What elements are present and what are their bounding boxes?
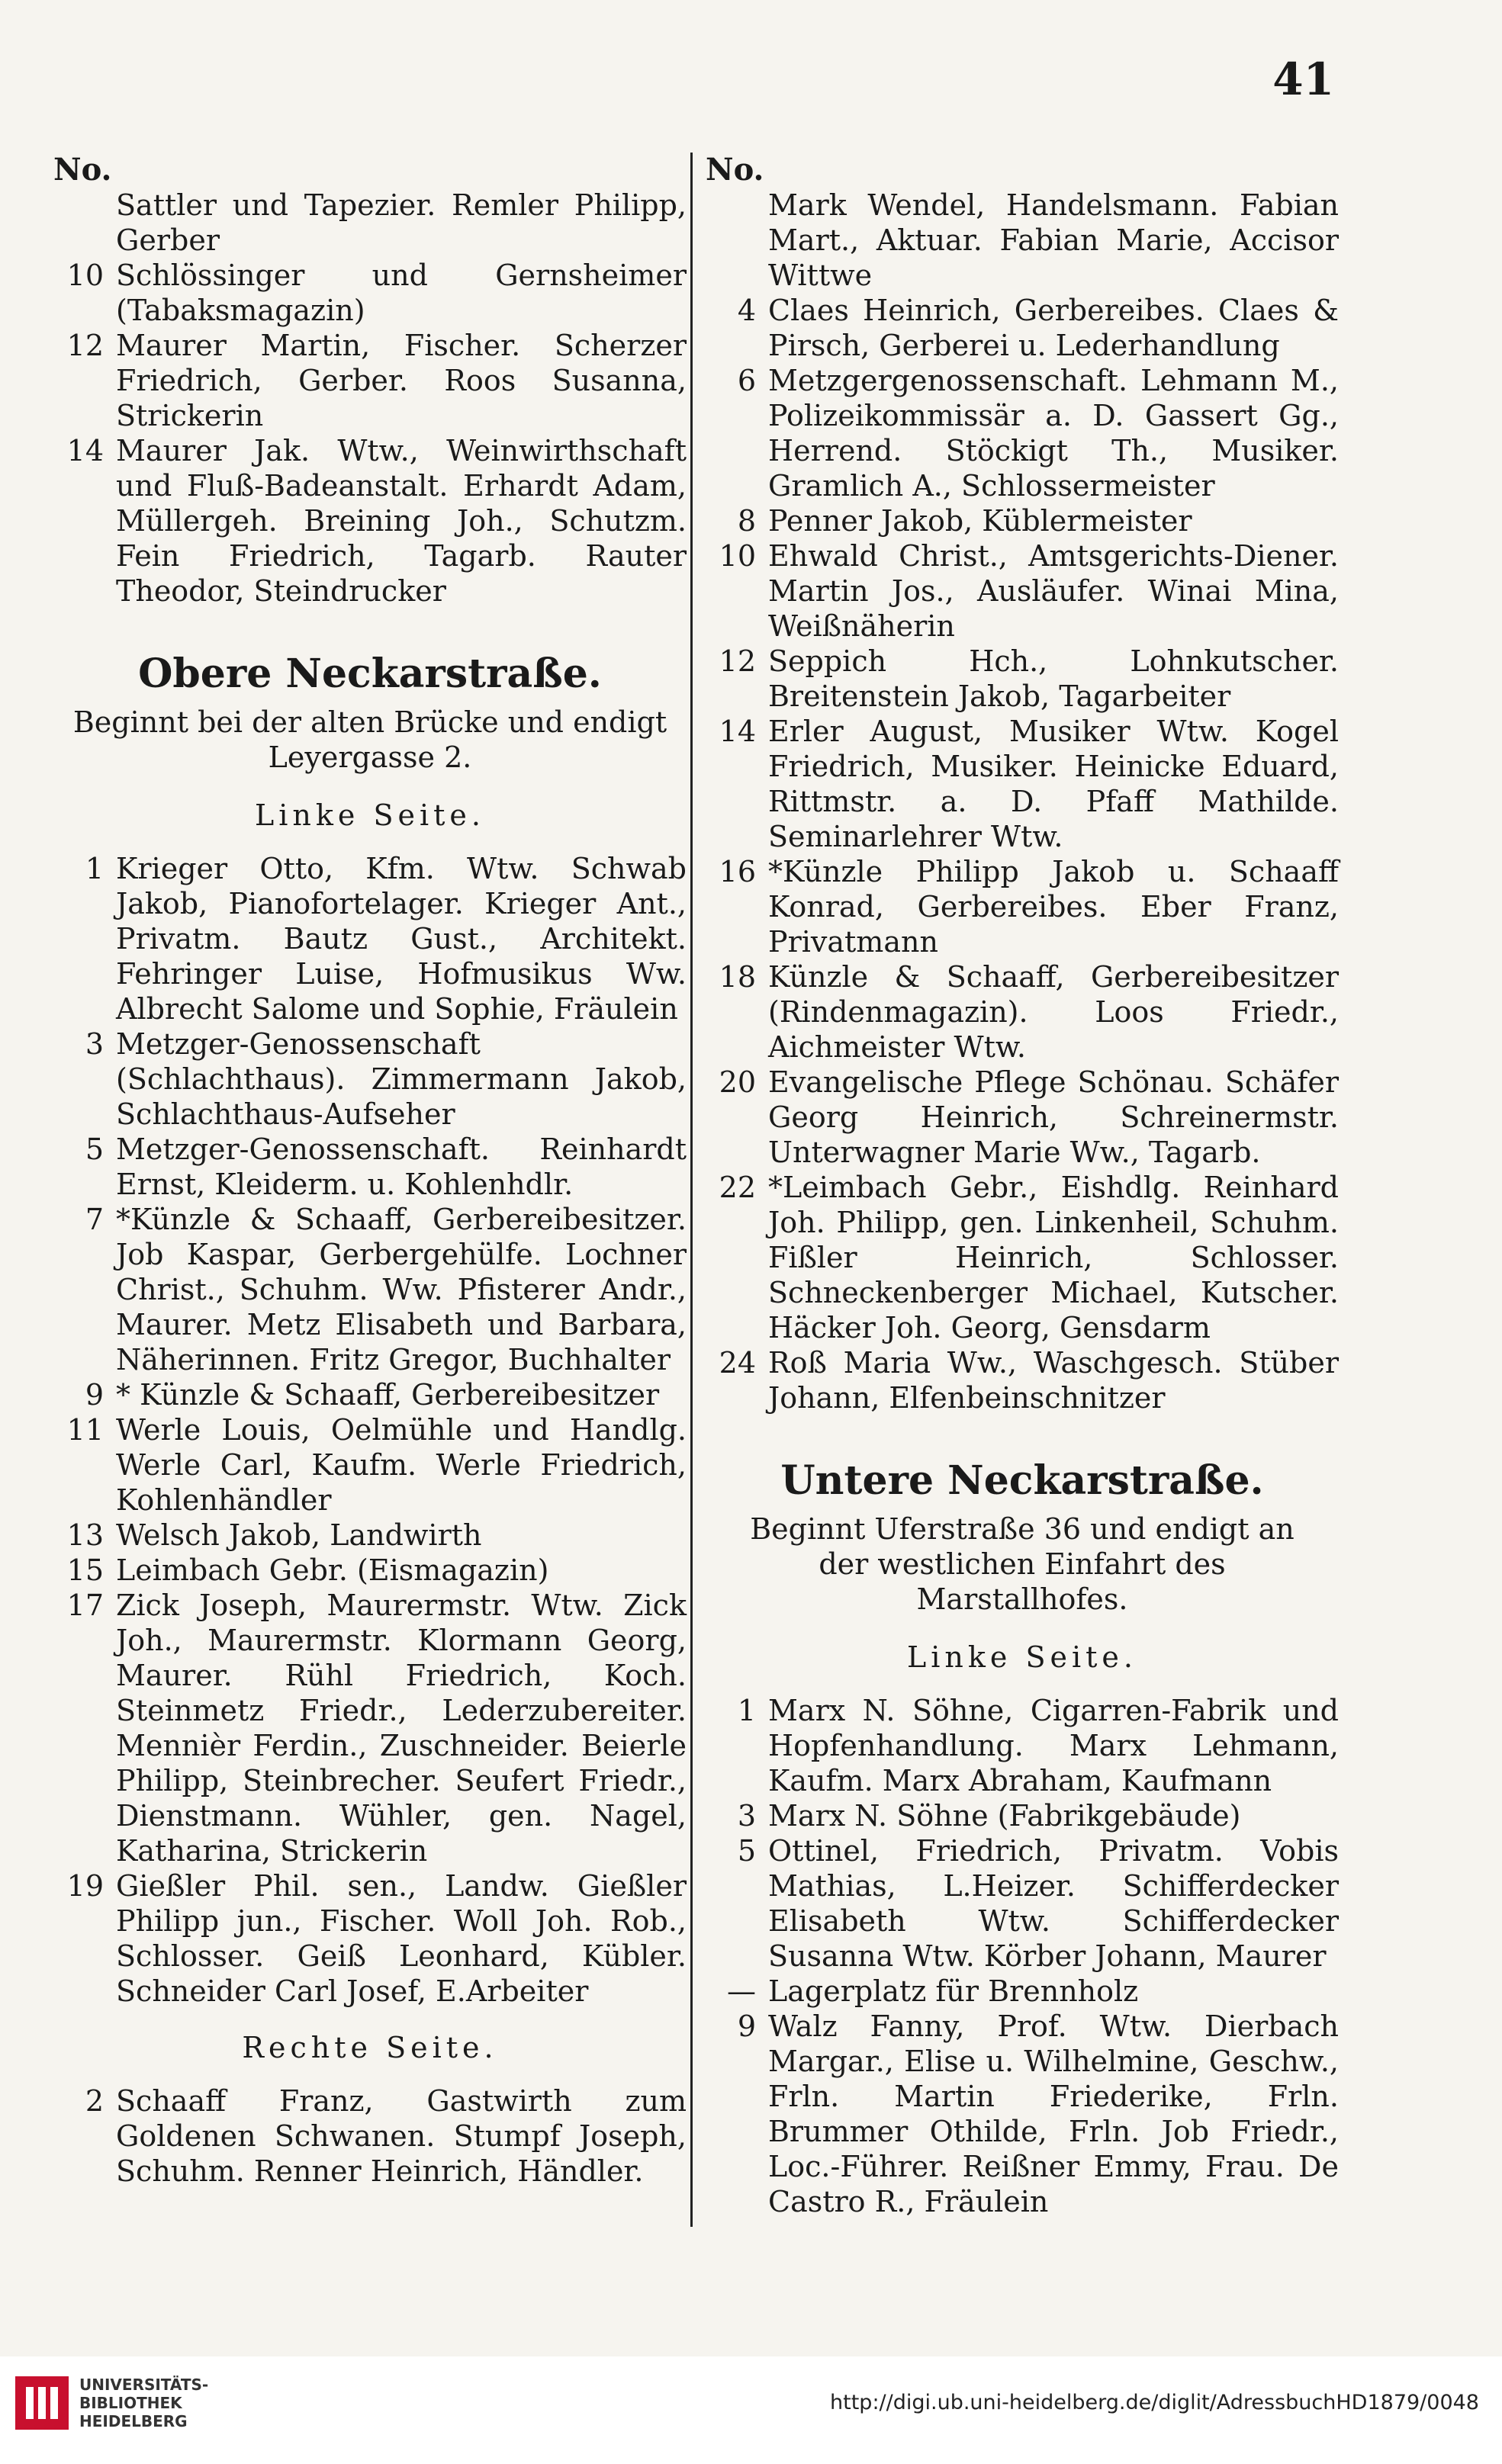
side-heading: Linke Seite. [907,1640,1137,1674]
house-number: 7 [85,1203,104,1236]
address-entry [53,1518,687,1553]
house-number: 8 [737,504,756,538]
address-entry [53,1553,687,1588]
entries-block [53,2083,687,2189]
address-entry [706,538,1339,644]
house-number: 20 [719,1065,756,1099]
address-entry [706,1345,1339,1415]
column-head: No. [706,152,764,188]
residents-text: Roß Maria Ww., Waschgesch. Stüber Johann, Elfenbeinschnitzer [768,1346,1339,1415]
residents-text: Zick Joseph, Maurermstr. Wtw. Zick Joh., Maurermstr. Klormann Georg, Maurer. Rühl Friedrich, Koch. Steinmetz Friedr., Lederzubereiter. Mennièr Ferdin., Zuschneider. Beierle Philipp, Steinbrecher. Seufert Friedr., Dienstmann. Wühler, gen. Nagel, Katharina, Strickerin [116,1589,687,1868]
library-logo[interactable] [15,2376,208,2430]
address-entry [53,1026,687,1132]
house-number [53,188,116,258]
house-number: 5 [85,1132,104,1166]
house-number: 22 [719,1171,756,1204]
residents-text: Krieger Otto, Kfm. Wtw. Schwab Jakob, Pianofortelager. Krieger Ant., Privatm. Bautz Gust., Architekt. Fehringer Luise, Hofmusikus Ww. Albrecht Salome und Sophie, Fräulein [116,852,687,1026]
house-number: 14 [719,715,756,748]
entries-block [706,1693,1339,2219]
entries-block [53,851,687,2009]
house-number: 15 [66,1553,104,1587]
residents-text: Ehwald Christ., Amtsgerichts-Diener. Martin Jos., Ausläufer. Winai Mina, Weißnäherin [768,539,1339,643]
address-entry [53,2083,687,2189]
library-logo-icon [15,2376,69,2430]
address-entry [53,851,687,1026]
logo-line: UNIVERSITÄTS- [79,2376,209,2394]
address-entry [53,328,687,433]
residents-text: Lagerplatz für Brennholz [768,1974,1139,2008]
residents-text: Marx N. Söhne, Cigarren-Fabrik und Hopfenhandlung. Marx Lehmann, Kaufm. Marx Abraham, Kaufmann [768,1694,1339,1797]
residents-text: Ottinel, Friedrich, Privatm. Vobis Mathias, L.Heizer. Schifferdecker Elisabeth Wtw. Schifferdecker Susanna Wtw. Körber Johann, Maurer [768,1834,1339,1973]
house-number: 10 [719,539,756,573]
address-entry [706,1833,1339,1974]
residents-text: Seppich Hch., Lohnkutscher. Breitenstein Jakob, Tagarbeiter [768,644,1339,713]
street-description: Beginnt bei der alten Brücke und endigt Leyergasse 2. [72,705,667,774]
address-entry [53,1868,687,2009]
residents-text: Maurer Martin, Fischer. Scherzer Friedrich, Gerber. Roos Susanna, Strickerin [116,329,687,432]
house-number: 6 [737,364,756,397]
address-entry [706,714,1339,854]
address-entry [706,1798,1339,1833]
house-number: 11 [66,1413,104,1447]
residents-text: Sattler und Tapezier. Remler Philipp, Gerber [116,188,687,257]
address-entry [706,1170,1339,1345]
address-entry [53,1588,687,1868]
address-entry [53,1377,687,1412]
residents-text: Claes Heinrich, Gerbereibes. Claes & Pirsch, Gerberei u. Lederhandlung [768,294,1339,362]
house-number: 18 [719,960,756,994]
residents-text: Evangelische Pflege Schönau. Schäfer Georg Heinrich, Schreinermstr. Unterwagner Marie Ww., Tagarb. [768,1065,1339,1169]
address-entry [53,1132,687,1202]
residents-text: *Künzle Philipp Jakob u. Schaaff Konrad, Gerbereibes. Eber Franz, Privatmann [768,855,1339,959]
residents-text: Gießler Phil. sen., Landw. Gießler Philipp jun., Fischer. Woll Joh. Rob., Schlosser. Geiß Leonhard, Kübler. Schneider Carl Josef, E.Arbeiter [116,1869,687,2008]
residents-text: Metzger-Genossenschaft (Schlachthaus). Zimmermann Jakob, Schlachthaus-Aufseher [116,1027,687,1131]
address-entry [53,1412,687,1518]
house-number: 19 [66,1869,104,1903]
address-entry [53,1202,687,1377]
house-number: 13 [66,1518,104,1552]
address-entry [706,1693,1339,1798]
house-number: 14 [66,434,104,467]
house-number: 24 [719,1346,756,1380]
residents-text: *Künzle & Schaaff, Gerbereibesitzer. Job Kaspar, Gerbergehülfe. Lochner Christ., Schuhm. Ww. Pfisterer Andr., Maurer. Metz Elisabeth und Barbara, Näherinnen. Fritz Gregor, Buchhalter [116,1203,687,1377]
address-entry [706,293,1339,363]
residents-text: Welsch Jakob, Landwirth [116,1518,482,1552]
residents-text: Metzger-Genossenschaft. Reinhardt Ernst, Kleiderm. u. Kohlenhdlr. [116,1132,687,1201]
address-entry [706,188,1339,293]
house-number: 17 [66,1589,104,1622]
left-column [53,153,687,2189]
house-number: 3 [737,1799,756,1833]
address-entry [53,188,687,258]
house-number [706,188,768,293]
address-entry [706,959,1339,1065]
residents-text: Erler August, Musiker Wtw. Kogel Friedrich, Musiker. Heinicke Eduard, Rittmstr. a. D. Pfaff Mathilde. Seminarlehrer Wtw. [768,715,1339,853]
street-title: Obere Neckarstraße. [138,651,602,697]
source-link[interactable]: http://digi.ub.uni-heidelberg.de/diglit/AdressbuchHD1879/0048 [830,2391,1479,2414]
page-number: 41 [1272,53,1334,105]
house-number: — [727,1974,756,2008]
house-number: 4 [737,294,756,327]
address-entry [53,258,687,328]
address-entry [706,503,1339,538]
street-title: Untere Neckarstraße. [780,1457,1264,1504]
residents-text: Metzgergenossenschaft. Lehmann M., Polizeikommissär a. D. Gassert Gg., Herrend. Stöckigt Th., Musiker. Gramlich A., Schlossermeister [768,364,1339,503]
residents-text: Künzle & Schaaff, Gerbereibesitzer (Rindenmagazin). Loos Friedr., Aichmeister Wtw. [768,960,1339,1064]
residents-text: Werle Louis, Oelmühle und Handlg. Werle Carl, Kaufm. Werle Friedrich, Kohlenhändler [116,1413,687,1517]
residents-text: Schaaff Franz, Gastwirth zum Goldenen Schwanen. Stumpf Joseph, Schuhm. Renner Heinrich, Händler. [116,2084,687,2188]
house-number: 9 [85,1378,104,1412]
side-heading: Linke Seite. [255,798,485,832]
residents-text: Schlössinger und Gernsheimer (Tabaksmagazin) [116,259,687,327]
street-description: Beginnt Uferstraße 36 und endigt an der westlichen Einfahrt des Marstallhofes. [750,1512,1295,1616]
residents-text: * Künzle & Schaaff, Gerbereibesitzer [116,1378,660,1412]
footer [0,2356,1502,2464]
house-number: 16 [719,855,756,888]
library-logo-text [79,2376,208,2430]
column-head: No. [53,152,112,188]
address-entry [706,1065,1339,1170]
residents-text: Leimbach Gebr. (Eismagazin) [116,1553,549,1587]
house-number: 12 [66,329,104,362]
residents-text: Maurer Jak. Wtw., Weinwirthschaft und Fluß-Badeanstalt. Erhardt Adam, Müllergeh. Breining Joh., Schutzm. Fein Friedrich, Tagarb. Rauter Theodor, Steindrucker [116,434,687,608]
house-number: 2 [85,2084,104,2118]
residents-text: Walz Fanny, Prof. Wtw. Dierbach Margar., Elise u. Wilhelmine, Geschw., Frln. Martin Friederike, Frln. Brummer Othilde, Frln. Job Friedr., Loc.-Führer. Reißner Emmy, Frau. De Castro R., Fräulein [768,2009,1339,2218]
column-divider [690,153,693,2227]
right-column [706,153,1339,2219]
house-number: 3 [85,1027,104,1061]
entries-block [53,188,687,609]
logo-line: BIBLIOTHEK [79,2394,182,2412]
house-number: 1 [737,1694,756,1727]
residents-text: Marx N. Söhne (Fabrikgebäude) [768,1799,1241,1833]
address-entry [706,363,1339,503]
logo-line: HEIDELBERG [79,2412,188,2430]
residents-text: Mark Wendel, Handelsmann. Fabian Mart., Aktuar. Fabian Marie, Accisor Wittwe [768,188,1339,292]
address-entry [706,1974,1339,2009]
house-number: 10 [66,259,104,292]
house-number: 5 [737,1834,756,1868]
residents-text: *Leimbach Gebr., Eishdlg. Reinhard Joh. Philipp, gen. Linkenheil, Schuhm. Fißler Heinrich, Schlosser. Schneckenberger Michael, Kutscher. Häcker Joh. Georg, Gensdarm [768,1171,1339,1344]
address-entry [53,433,687,609]
house-number: 1 [85,852,104,885]
entries-block [706,188,1339,1415]
side-heading: Rechte Seite. [242,2031,498,2064]
address-entry [706,644,1339,714]
house-number: 12 [719,644,756,678]
residents-text: Penner Jakob, Küblermeister [768,504,1192,538]
address-entry [706,854,1339,959]
house-number: 9 [737,2009,756,2043]
address-entry [706,2009,1339,2219]
